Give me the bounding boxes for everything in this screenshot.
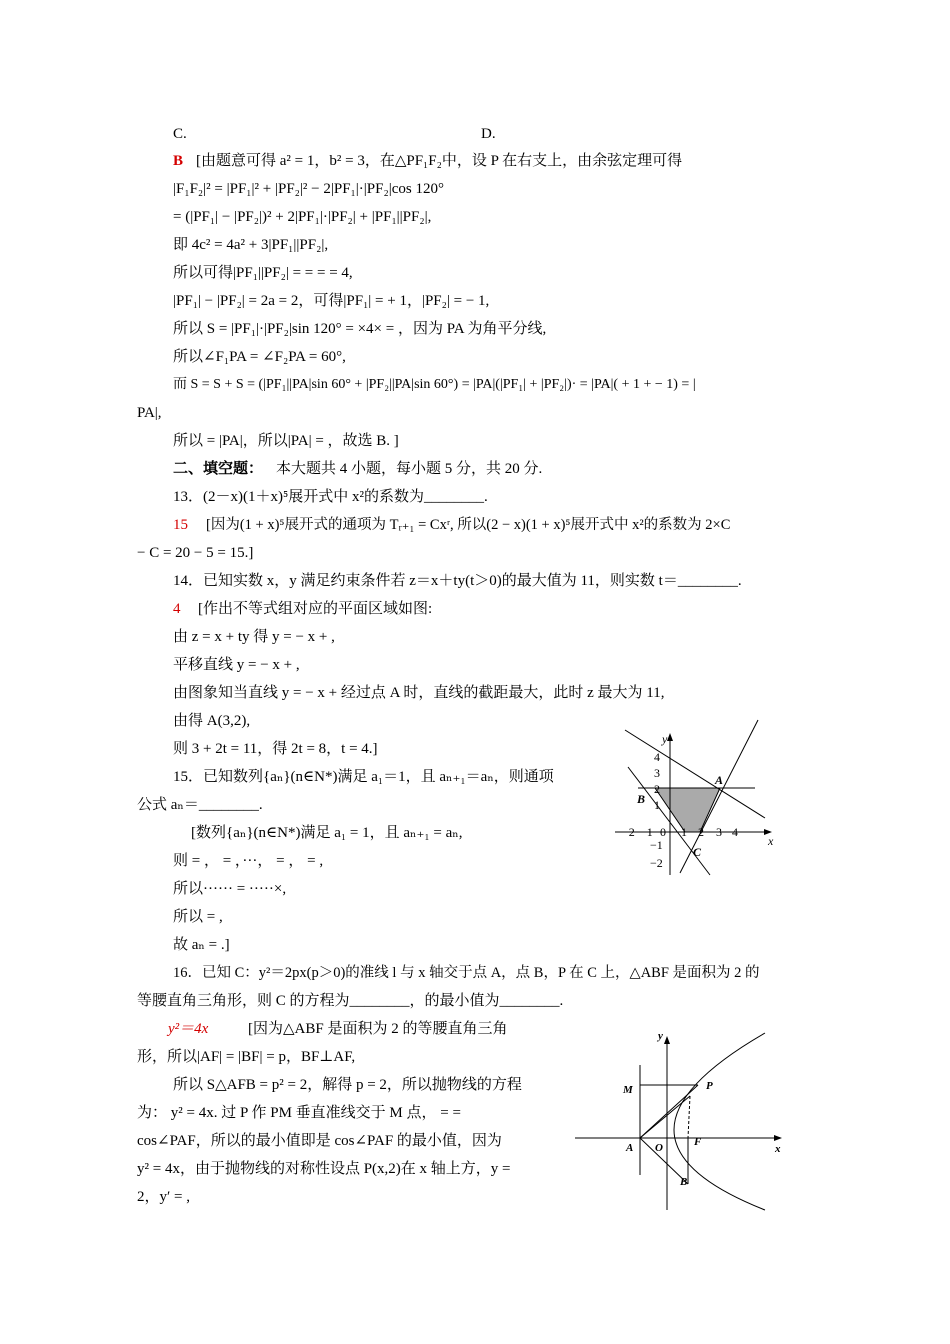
solution-line: 由得 A(3,2), bbox=[173, 713, 251, 729]
answer-13: 15 bbox=[173, 517, 188, 533]
solution-line: 平移直线 y = − x + , bbox=[173, 657, 300, 673]
tick-label: 2 bbox=[698, 825, 704, 839]
solution-line: 由图象知当直线 y = − x + 经过点 A 时，直线的截距最大，此时 z 最大为 11, bbox=[173, 685, 665, 701]
point-label: B bbox=[637, 792, 646, 806]
solution-line: 所以 = |PA|，所以|PA| = ，故选 B. ] bbox=[173, 433, 399, 449]
axis-label-x: x bbox=[775, 1143, 781, 1155]
tick-label: −1 bbox=[650, 838, 663, 852]
solution-line: 所以∠F₁PA = ∠F₂PA = 60°, bbox=[173, 349, 346, 365]
solution-line: cos∠PAF，所以的最小值即是 cos∠PAF 的最小值，因为 bbox=[137, 1133, 502, 1149]
point-label: F bbox=[694, 1136, 702, 1148]
tick-label: 1 bbox=[681, 825, 687, 839]
tick-label: −2 bbox=[650, 856, 663, 870]
answer-12: B bbox=[173, 153, 184, 169]
question-15-cont: 公式 aₙ＝________. bbox=[137, 797, 263, 813]
point-label: A bbox=[626, 1142, 634, 1154]
point-label: O bbox=[655, 1142, 663, 1154]
point-label: A bbox=[715, 773, 724, 787]
tick-label: 0 bbox=[660, 825, 666, 839]
point-label: B bbox=[680, 1176, 688, 1188]
solution-line: [因为△ABF 是面积为 2 的等腰直角三角 bbox=[248, 1021, 508, 1037]
section-desc: 本大题共 4 小题，每小题 5 分，共 20 分. bbox=[276, 461, 543, 477]
question-16-cont: 等腰直角三角形，则 C 的方程为________，的最小值为________. bbox=[137, 993, 564, 1009]
tick-label: 2 bbox=[654, 782, 660, 796]
solution-line: 2，y′ = , bbox=[137, 1189, 190, 1205]
section-heading: 二、填空题： bbox=[173, 461, 264, 477]
feasible-region-figure bbox=[610, 715, 780, 885]
solution-line: 则 = ， = ，···， = ， = , bbox=[173, 853, 324, 869]
tick-label: 4 bbox=[654, 750, 660, 764]
solution-line: 则 3 + 2t = 11，得 2t = 8，t = 4.] bbox=[173, 741, 378, 757]
question-16: 16．已知 C：y²＝2px(p＞0)的准线 l 与 x 轴交于点 A，点 B，P 在 C 上，△ABF 是面积为 2 的 bbox=[173, 965, 760, 981]
parabola-figure bbox=[570, 1025, 790, 1215]
solution-line: 形，所以|AF| = |BF| = p，BF⊥AF, bbox=[137, 1049, 356, 1065]
axis-label-y: y bbox=[658, 1030, 663, 1042]
answer-14: 4 bbox=[173, 601, 181, 617]
solution-line: [作出不等式组对应的平面区域如图: bbox=[198, 601, 433, 617]
axis-label-y: y bbox=[662, 732, 668, 746]
tick-label: 3 bbox=[654, 766, 660, 780]
solution-line: = (|PF₁| − |PF₂|)² + 2|PF₁|·|PF₂| + |PF₁||PF₂|, bbox=[173, 209, 432, 225]
question-14: 14．已知实数 x，y 满足约束条件若 z＝x＋ty(t＞0)的最大值为 11，则实数 t＝________. bbox=[173, 573, 742, 589]
solution-line: 为： y² = 4x. 过 P 作 PM 垂直准线交于 M 点， = = bbox=[137, 1105, 461, 1121]
answer-16: y²＝4x bbox=[168, 1021, 209, 1037]
tick-label: −1 bbox=[640, 825, 653, 839]
solution-line: 所以······ = ·····×, bbox=[173, 881, 287, 897]
tick-label: 4 bbox=[732, 825, 738, 839]
tick-label: −2 bbox=[622, 825, 635, 839]
point-label: P bbox=[706, 1080, 713, 1092]
option-c: C. bbox=[173, 126, 187, 142]
option-d: D. bbox=[481, 126, 496, 142]
solution-line: 所以可得|PF₁||PF₂| = = = = 4, bbox=[173, 265, 353, 281]
axis-label-x: x bbox=[768, 834, 774, 848]
tick-label: 3 bbox=[716, 825, 722, 839]
question-15: 15．已知数列{aₙ}(n∈N*)满足 a₁＝1，且 aₙ₊₁＝aₙ，则通项 bbox=[173, 769, 554, 785]
solution-line: 所以 = , bbox=[173, 909, 223, 925]
solution-line: [数列{aₙ}(n∈N*)满足 a₁ = 1，且 aₙ₊₁ = aₙ, bbox=[191, 825, 463, 841]
solution-line: |PF₁| − |PF₂| = 2a = 2，可得|PF₁| = + 1，|PF₂| = − 1, bbox=[173, 293, 490, 309]
point-label: C bbox=[693, 845, 702, 859]
solution-line: PA|, bbox=[137, 405, 162, 421]
solution-line: 故 aₙ = .] bbox=[173, 937, 230, 953]
point-label: M bbox=[623, 1084, 633, 1096]
solution-line: [因为(1 + x)⁵展开式的通项为 Tᵣ₊₁ = Cxʳ, 所以(2 − x)(1 + x)⁵展开式中 x²的系数为 2×C bbox=[206, 517, 731, 533]
tick-label: 1 bbox=[654, 798, 660, 812]
solution-line: − C = 20 − 5 = 15.] bbox=[137, 545, 254, 561]
question-13: 13．(2－x)(1＋x)⁵展开式中 x²的系数为________. bbox=[173, 489, 488, 505]
solution-line: 所以 S△AFB = p² = 2，解得 p = 2，所以抛物线的方程 bbox=[173, 1077, 522, 1093]
solution-line: 即 4c² = 4a² + 3|PF₁||PF₂|, bbox=[173, 237, 329, 253]
solution-line: 而 S = S + S = (|PF₁||PA|sin 60° + |PF₂||PA|sin 60°) = |PA|(|PF₁| + |PF₂|)· = |PA|( + 1 + − 1) = | bbox=[173, 377, 696, 392]
solution-line: [由题意可得 a² = 1，b² = 3，在△PF₁F₂中，设 P 在右支上，由余弦定理可得 bbox=[196, 153, 683, 169]
solution-line: 由 z = x + ty 得 y = − x + , bbox=[173, 629, 335, 645]
solution-line: |F₁F₂|² = |PF₁|² + |PF₂|² − 2|PF₁|·|PF₂|cos 120° bbox=[173, 181, 444, 197]
solution-line: 所以 S = |PF₁|·|PF₂|sin 120° = ×4× = ，因为 PA 为角平分线, bbox=[173, 321, 547, 337]
solution-line: y² = 4x，由于抛物线的对称性设点 P(x,2)在 x 轴上方，y = bbox=[137, 1161, 511, 1177]
